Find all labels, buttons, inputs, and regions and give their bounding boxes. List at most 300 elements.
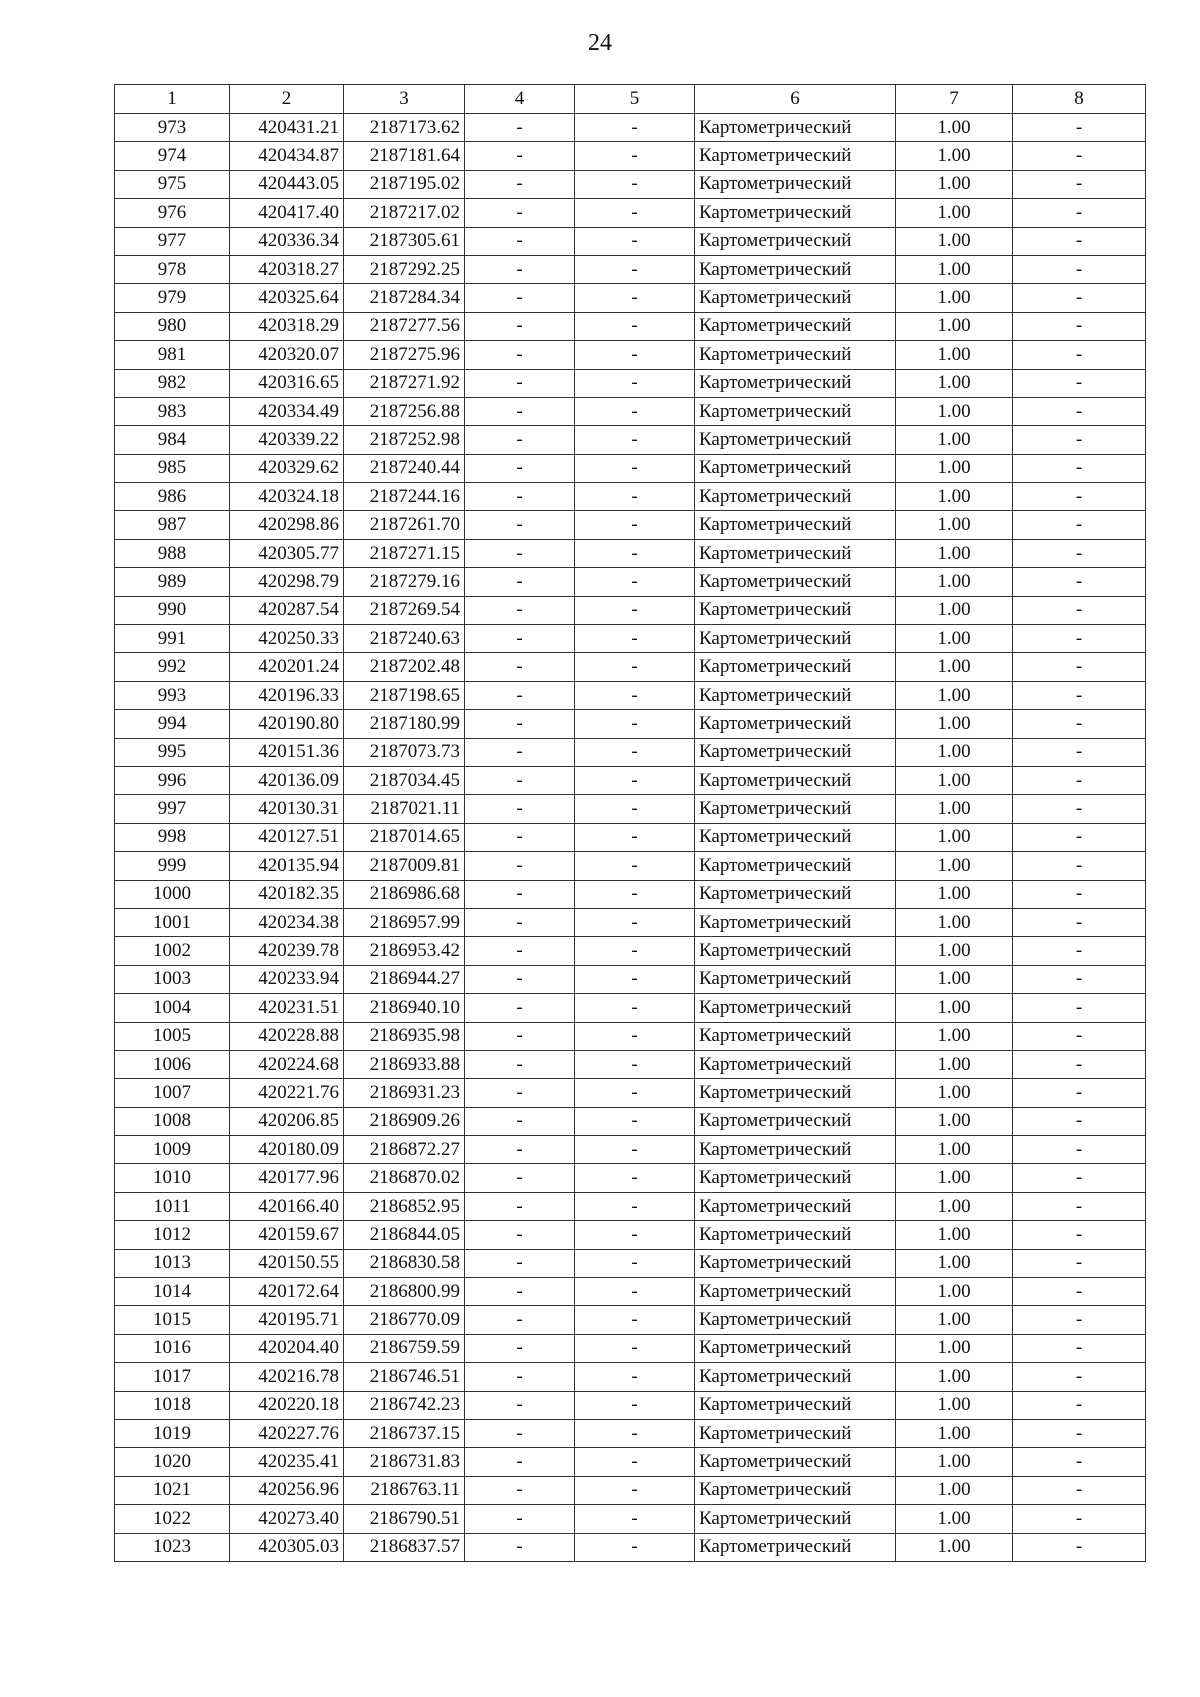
- method-cell: Картометрический: [695, 1533, 896, 1561]
- method-cell: Картометрический: [695, 284, 896, 312]
- col5-value-cell: -: [575, 1079, 695, 1107]
- method-cell: Картометрический: [695, 1022, 896, 1050]
- coord-x-cell: 420196.33: [230, 681, 344, 709]
- accuracy-cell: 1.00: [896, 1533, 1013, 1561]
- col8-value-cell: -: [1013, 1107, 1146, 1135]
- col8-value-cell: -: [1013, 142, 1146, 170]
- col5-value-cell: -: [575, 170, 695, 198]
- table-row: [115, 1306, 1146, 1334]
- col4-value-cell: -: [465, 710, 575, 738]
- method-cell: Картометрический: [695, 114, 896, 142]
- accuracy-cell: 1.00: [896, 1306, 1013, 1334]
- col5-value-cell: -: [575, 426, 695, 454]
- col4-value-cell: -: [465, 1136, 575, 1164]
- col8-value-cell: -: [1013, 114, 1146, 142]
- coord-x-cell: 420190.80: [230, 710, 344, 738]
- coord-x-cell: 420256.96: [230, 1476, 344, 1504]
- table-row: [115, 312, 1146, 340]
- coord-x-cell: 420320.07: [230, 341, 344, 369]
- col5-value-cell: -: [575, 1391, 695, 1419]
- coord-y-cell: 2187292.25: [344, 255, 465, 283]
- point-number-cell: 992: [115, 653, 230, 681]
- coord-x-cell: 420182.35: [230, 880, 344, 908]
- accuracy-cell: 1.00: [896, 454, 1013, 482]
- col5-value-cell: -: [575, 766, 695, 794]
- coord-x-cell: 420305.77: [230, 539, 344, 567]
- coord-x-cell: 420172.64: [230, 1278, 344, 1306]
- coord-y-cell: 2186731.83: [344, 1448, 465, 1476]
- col4-value-cell: -: [465, 114, 575, 142]
- accuracy-cell: 1.00: [896, 766, 1013, 794]
- method-cell: Картометрический: [695, 199, 896, 227]
- col4-value-cell: -: [465, 511, 575, 539]
- col8-value-cell: -: [1013, 1419, 1146, 1447]
- accuracy-cell: 1.00: [896, 1079, 1013, 1107]
- coord-y-cell: 2186837.57: [344, 1533, 465, 1561]
- point-number-cell: 1004: [115, 994, 230, 1022]
- point-number-cell: 997: [115, 795, 230, 823]
- coord-y-cell: 2186759.59: [344, 1334, 465, 1362]
- table-row: [115, 454, 1146, 482]
- col8-value-cell: -: [1013, 1533, 1146, 1561]
- col4-value-cell: -: [465, 1164, 575, 1192]
- col4-value-cell: -: [465, 625, 575, 653]
- point-number-cell: 1017: [115, 1363, 230, 1391]
- table-row: [115, 1278, 1146, 1306]
- table-row: [115, 1419, 1146, 1447]
- col5-value-cell: -: [575, 596, 695, 624]
- method-cell: Картометрический: [695, 852, 896, 880]
- method-cell: Картометрический: [695, 710, 896, 738]
- col4-value-cell: -: [465, 1505, 575, 1533]
- table-row: [115, 1476, 1146, 1504]
- table-row: [115, 199, 1146, 227]
- col8-value-cell: -: [1013, 568, 1146, 596]
- method-cell: Картометрический: [695, 1050, 896, 1078]
- coord-y-cell: 2187284.34: [344, 284, 465, 312]
- table-row: [115, 539, 1146, 567]
- method-cell: Картометрический: [695, 1363, 896, 1391]
- col5-value-cell: -: [575, 1249, 695, 1277]
- col8-value-cell: -: [1013, 852, 1146, 880]
- coord-y-cell: 2186742.23: [344, 1391, 465, 1419]
- table-row: [115, 511, 1146, 539]
- col4-value-cell: -: [465, 596, 575, 624]
- method-cell: Картометрический: [695, 1334, 896, 1362]
- accuracy-cell: 1.00: [896, 1249, 1013, 1277]
- accuracy-cell: 1.00: [896, 483, 1013, 511]
- col4-value-cell: -: [465, 1221, 575, 1249]
- accuracy-cell: 1.00: [896, 199, 1013, 227]
- col4-value-cell: -: [465, 1363, 575, 1391]
- coord-x-cell: 420180.09: [230, 1136, 344, 1164]
- column-header: 4: [465, 85, 575, 114]
- table-row: [115, 1107, 1146, 1135]
- coord-x-cell: 420159.67: [230, 1221, 344, 1249]
- col4-value-cell: -: [465, 454, 575, 482]
- col8-value-cell: -: [1013, 483, 1146, 511]
- method-cell: Картометрический: [695, 397, 896, 425]
- column-header: 1: [115, 85, 230, 114]
- accuracy-cell: 1.00: [896, 227, 1013, 255]
- coord-y-cell: 2187261.70: [344, 511, 465, 539]
- method-cell: Картометрический: [695, 1221, 896, 1249]
- col5-value-cell: -: [575, 1278, 695, 1306]
- point-number-cell: 1020: [115, 1448, 230, 1476]
- col8-value-cell: -: [1013, 1306, 1146, 1334]
- method-cell: Картометрический: [695, 1192, 896, 1220]
- coord-y-cell: 2186940.10: [344, 994, 465, 1022]
- col5-value-cell: -: [575, 852, 695, 880]
- coord-y-cell: 2187021.11: [344, 795, 465, 823]
- method-cell: Картометрический: [695, 483, 896, 511]
- col8-value-cell: -: [1013, 454, 1146, 482]
- accuracy-cell: 1.00: [896, 852, 1013, 880]
- col8-value-cell: -: [1013, 653, 1146, 681]
- method-cell: Картометрический: [695, 1278, 896, 1306]
- coord-x-cell: 420417.40: [230, 199, 344, 227]
- point-number-cell: 983: [115, 397, 230, 425]
- col5-value-cell: -: [575, 1164, 695, 1192]
- coord-y-cell: 2186872.27: [344, 1136, 465, 1164]
- coord-x-cell: 420318.29: [230, 312, 344, 340]
- coord-x-cell: 420273.40: [230, 1505, 344, 1533]
- col8-value-cell: -: [1013, 965, 1146, 993]
- table-row: [115, 738, 1146, 766]
- col4-value-cell: -: [465, 738, 575, 766]
- point-number-cell: 1016: [115, 1334, 230, 1362]
- table-row: [115, 1448, 1146, 1476]
- col4-value-cell: -: [465, 1448, 575, 1476]
- col4-value-cell: -: [465, 341, 575, 369]
- accuracy-cell: 1.00: [896, 511, 1013, 539]
- table-row: [115, 1221, 1146, 1249]
- col4-value-cell: -: [465, 1476, 575, 1504]
- col4-value-cell: -: [465, 1306, 575, 1334]
- table-row: [115, 170, 1146, 198]
- point-number-cell: 973: [115, 114, 230, 142]
- coord-x-cell: 420220.18: [230, 1391, 344, 1419]
- coord-x-cell: 420298.79: [230, 568, 344, 596]
- coord-y-cell: 2186986.68: [344, 880, 465, 908]
- coord-x-cell: 420235.41: [230, 1448, 344, 1476]
- table-row: [115, 227, 1146, 255]
- accuracy-cell: 1.00: [896, 937, 1013, 965]
- method-cell: Картометрический: [695, 994, 896, 1022]
- table-row: [115, 369, 1146, 397]
- col8-value-cell: -: [1013, 255, 1146, 283]
- point-number-cell: 984: [115, 426, 230, 454]
- accuracy-cell: 1.00: [896, 625, 1013, 653]
- coord-x-cell: 420329.62: [230, 454, 344, 482]
- accuracy-cell: 1.00: [896, 539, 1013, 567]
- coord-y-cell: 2187198.65: [344, 681, 465, 709]
- col5-value-cell: -: [575, 369, 695, 397]
- table-row: [115, 1363, 1146, 1391]
- coord-x-cell: 420130.31: [230, 795, 344, 823]
- point-number-cell: 1005: [115, 1022, 230, 1050]
- accuracy-cell: 1.00: [896, 284, 1013, 312]
- table-row: [115, 852, 1146, 880]
- col8-value-cell: -: [1013, 1136, 1146, 1164]
- col8-value-cell: -: [1013, 426, 1146, 454]
- table-row: [115, 880, 1146, 908]
- method-cell: Картометрический: [695, 511, 896, 539]
- coord-x-cell: 420316.65: [230, 369, 344, 397]
- coord-y-cell: 2186770.09: [344, 1306, 465, 1334]
- col5-value-cell: -: [575, 1136, 695, 1164]
- method-cell: Картометрический: [695, 1448, 896, 1476]
- coord-x-cell: 420127.51: [230, 823, 344, 851]
- method-cell: Картометрический: [695, 738, 896, 766]
- coord-y-cell: 2187202.48: [344, 653, 465, 681]
- point-number-cell: 1010: [115, 1164, 230, 1192]
- accuracy-cell: 1.00: [896, 312, 1013, 340]
- column-header: 7: [896, 85, 1013, 114]
- method-cell: Картометрический: [695, 1391, 896, 1419]
- column-header: 3: [344, 85, 465, 114]
- point-number-cell: 991: [115, 625, 230, 653]
- table-row: [115, 255, 1146, 283]
- col5-value-cell: -: [575, 1419, 695, 1447]
- accuracy-cell: 1.00: [896, 1448, 1013, 1476]
- col4-value-cell: -: [465, 284, 575, 312]
- accuracy-cell: 1.00: [896, 1022, 1013, 1050]
- point-number-cell: 999: [115, 852, 230, 880]
- accuracy-cell: 1.00: [896, 596, 1013, 624]
- col8-value-cell: -: [1013, 880, 1146, 908]
- accuracy-cell: 1.00: [896, 1334, 1013, 1362]
- col4-value-cell: -: [465, 1533, 575, 1561]
- point-number-cell: 975: [115, 170, 230, 198]
- accuracy-cell: 1.00: [896, 1136, 1013, 1164]
- method-cell: Картометрический: [695, 312, 896, 340]
- coord-x-cell: 420334.49: [230, 397, 344, 425]
- accuracy-cell: 1.00: [896, 653, 1013, 681]
- table-row: [115, 1022, 1146, 1050]
- coord-y-cell: 2186790.51: [344, 1505, 465, 1533]
- coord-y-cell: 2186957.99: [344, 908, 465, 936]
- coord-x-cell: 420324.18: [230, 483, 344, 511]
- table-row: [115, 397, 1146, 425]
- point-number-cell: 1014: [115, 1278, 230, 1306]
- accuracy-cell: 1.00: [896, 681, 1013, 709]
- method-cell: Картометрический: [695, 1306, 896, 1334]
- table-row: [115, 1050, 1146, 1078]
- col8-value-cell: -: [1013, 1022, 1146, 1050]
- col8-value-cell: -: [1013, 681, 1146, 709]
- col5-value-cell: -: [575, 284, 695, 312]
- col8-value-cell: -: [1013, 312, 1146, 340]
- table-row: [115, 908, 1146, 936]
- coord-y-cell: 2187195.02: [344, 170, 465, 198]
- col4-value-cell: -: [465, 880, 575, 908]
- table-row: [115, 1505, 1146, 1533]
- col4-value-cell: -: [465, 908, 575, 936]
- col4-value-cell: -: [465, 965, 575, 993]
- coord-x-cell: 420239.78: [230, 937, 344, 965]
- coord-y-cell: 2186844.05: [344, 1221, 465, 1249]
- method-cell: Картометрический: [695, 1164, 896, 1192]
- col8-value-cell: -: [1013, 511, 1146, 539]
- table-row: [115, 625, 1146, 653]
- table-row: [115, 1533, 1146, 1561]
- point-number-cell: 1000: [115, 880, 230, 908]
- coord-y-cell: 2187181.64: [344, 142, 465, 170]
- point-number-cell: 1002: [115, 937, 230, 965]
- col8-value-cell: -: [1013, 341, 1146, 369]
- point-number-cell: 1022: [115, 1505, 230, 1533]
- coord-y-cell: 2187240.44: [344, 454, 465, 482]
- point-number-cell: 982: [115, 369, 230, 397]
- method-cell: Картометрический: [695, 653, 896, 681]
- accuracy-cell: 1.00: [896, 795, 1013, 823]
- col4-value-cell: -: [465, 1050, 575, 1078]
- method-cell: Картометрический: [695, 1505, 896, 1533]
- table-row: [115, 823, 1146, 851]
- col5-value-cell: -: [575, 653, 695, 681]
- coord-x-cell: 420135.94: [230, 852, 344, 880]
- col5-value-cell: -: [575, 454, 695, 482]
- coord-x-cell: 420287.54: [230, 596, 344, 624]
- method-cell: Картометрический: [695, 908, 896, 936]
- accuracy-cell: 1.00: [896, 1391, 1013, 1419]
- point-number-cell: 1023: [115, 1533, 230, 1561]
- table-row: [115, 1391, 1146, 1419]
- col5-value-cell: -: [575, 227, 695, 255]
- col5-value-cell: -: [575, 114, 695, 142]
- accuracy-cell: 1.00: [896, 397, 1013, 425]
- point-number-cell: 994: [115, 710, 230, 738]
- method-cell: Картометрический: [695, 568, 896, 596]
- coord-x-cell: 420234.38: [230, 908, 344, 936]
- col4-value-cell: -: [465, 1391, 575, 1419]
- coord-y-cell: 2187014.65: [344, 823, 465, 851]
- col5-value-cell: -: [575, 199, 695, 227]
- col5-value-cell: -: [575, 255, 695, 283]
- accuracy-cell: 1.00: [896, 880, 1013, 908]
- col4-value-cell: -: [465, 369, 575, 397]
- point-number-cell: 1021: [115, 1476, 230, 1504]
- col5-value-cell: -: [575, 341, 695, 369]
- coord-x-cell: 420434.87: [230, 142, 344, 170]
- col5-value-cell: -: [575, 681, 695, 709]
- table-row: [115, 681, 1146, 709]
- col4-value-cell: -: [465, 766, 575, 794]
- col5-value-cell: -: [575, 1221, 695, 1249]
- coord-y-cell: 2187305.61: [344, 227, 465, 255]
- col4-value-cell: -: [465, 1334, 575, 1362]
- coord-y-cell: 2187217.02: [344, 199, 465, 227]
- method-cell: Картометрический: [695, 681, 896, 709]
- table-row: [115, 284, 1146, 312]
- method-cell: Картометрический: [695, 369, 896, 397]
- table-row: [115, 937, 1146, 965]
- col5-value-cell: -: [575, 1192, 695, 1220]
- col5-value-cell: -: [575, 625, 695, 653]
- col5-value-cell: -: [575, 568, 695, 596]
- coord-x-cell: 420305.03: [230, 1533, 344, 1561]
- method-cell: Картометрический: [695, 170, 896, 198]
- col4-value-cell: -: [465, 483, 575, 511]
- method-cell: Картометрический: [695, 142, 896, 170]
- coord-y-cell: 2186931.23: [344, 1079, 465, 1107]
- col4-value-cell: -: [465, 1278, 575, 1306]
- coord-x-cell: 420216.78: [230, 1363, 344, 1391]
- col5-value-cell: -: [575, 1022, 695, 1050]
- col8-value-cell: -: [1013, 397, 1146, 425]
- coord-y-cell: 2187180.99: [344, 710, 465, 738]
- coord-x-cell: 420228.88: [230, 1022, 344, 1050]
- method-cell: Картометрический: [695, 1249, 896, 1277]
- col4-value-cell: -: [465, 1419, 575, 1447]
- col8-value-cell: -: [1013, 1278, 1146, 1306]
- point-number-cell: 1018: [115, 1391, 230, 1419]
- col4-value-cell: -: [465, 397, 575, 425]
- col4-value-cell: -: [465, 170, 575, 198]
- coord-y-cell: 2186953.42: [344, 937, 465, 965]
- point-number-cell: 1003: [115, 965, 230, 993]
- accuracy-cell: 1.00: [896, 1050, 1013, 1078]
- accuracy-cell: 1.00: [896, 1505, 1013, 1533]
- method-cell: Картометрический: [695, 426, 896, 454]
- col8-value-cell: -: [1013, 937, 1146, 965]
- coord-y-cell: 2186944.27: [344, 965, 465, 993]
- col4-value-cell: -: [465, 539, 575, 567]
- column-header: 2: [230, 85, 344, 114]
- col5-value-cell: -: [575, 1050, 695, 1078]
- coord-y-cell: 2186909.26: [344, 1107, 465, 1135]
- point-number-cell: 978: [115, 255, 230, 283]
- method-cell: Картометрический: [695, 255, 896, 283]
- header-row: [115, 85, 1146, 114]
- method-cell: Картометрический: [695, 937, 896, 965]
- table-row: [115, 965, 1146, 993]
- col8-value-cell: -: [1013, 539, 1146, 567]
- coord-y-cell: 2186800.99: [344, 1278, 465, 1306]
- col8-value-cell: -: [1013, 1448, 1146, 1476]
- method-cell: Картометрический: [695, 1079, 896, 1107]
- accuracy-cell: 1.00: [896, 341, 1013, 369]
- coord-x-cell: 420298.86: [230, 511, 344, 539]
- accuracy-cell: 1.00: [896, 1107, 1013, 1135]
- coord-y-cell: 2186737.15: [344, 1419, 465, 1447]
- accuracy-cell: 1.00: [896, 568, 1013, 596]
- point-number-cell: 976: [115, 199, 230, 227]
- col4-value-cell: -: [465, 568, 575, 596]
- point-number-cell: 979: [115, 284, 230, 312]
- method-cell: Картометрический: [695, 766, 896, 794]
- point-number-cell: 1015: [115, 1306, 230, 1334]
- col8-value-cell: -: [1013, 1505, 1146, 1533]
- col5-value-cell: -: [575, 710, 695, 738]
- col8-value-cell: -: [1013, 284, 1146, 312]
- col8-value-cell: -: [1013, 227, 1146, 255]
- point-number-cell: 980: [115, 312, 230, 340]
- point-number-cell: 993: [115, 681, 230, 709]
- point-number-cell: 1019: [115, 1419, 230, 1447]
- accuracy-cell: 1.00: [896, 738, 1013, 766]
- accuracy-cell: 1.00: [896, 369, 1013, 397]
- col5-value-cell: -: [575, 1334, 695, 1362]
- coord-x-cell: 420151.36: [230, 738, 344, 766]
- method-cell: Картометрический: [695, 625, 896, 653]
- coord-x-cell: 420227.76: [230, 1419, 344, 1447]
- col8-value-cell: -: [1013, 1164, 1146, 1192]
- coord-y-cell: 2187244.16: [344, 483, 465, 511]
- accuracy-cell: 1.00: [896, 426, 1013, 454]
- col8-value-cell: -: [1013, 1334, 1146, 1362]
